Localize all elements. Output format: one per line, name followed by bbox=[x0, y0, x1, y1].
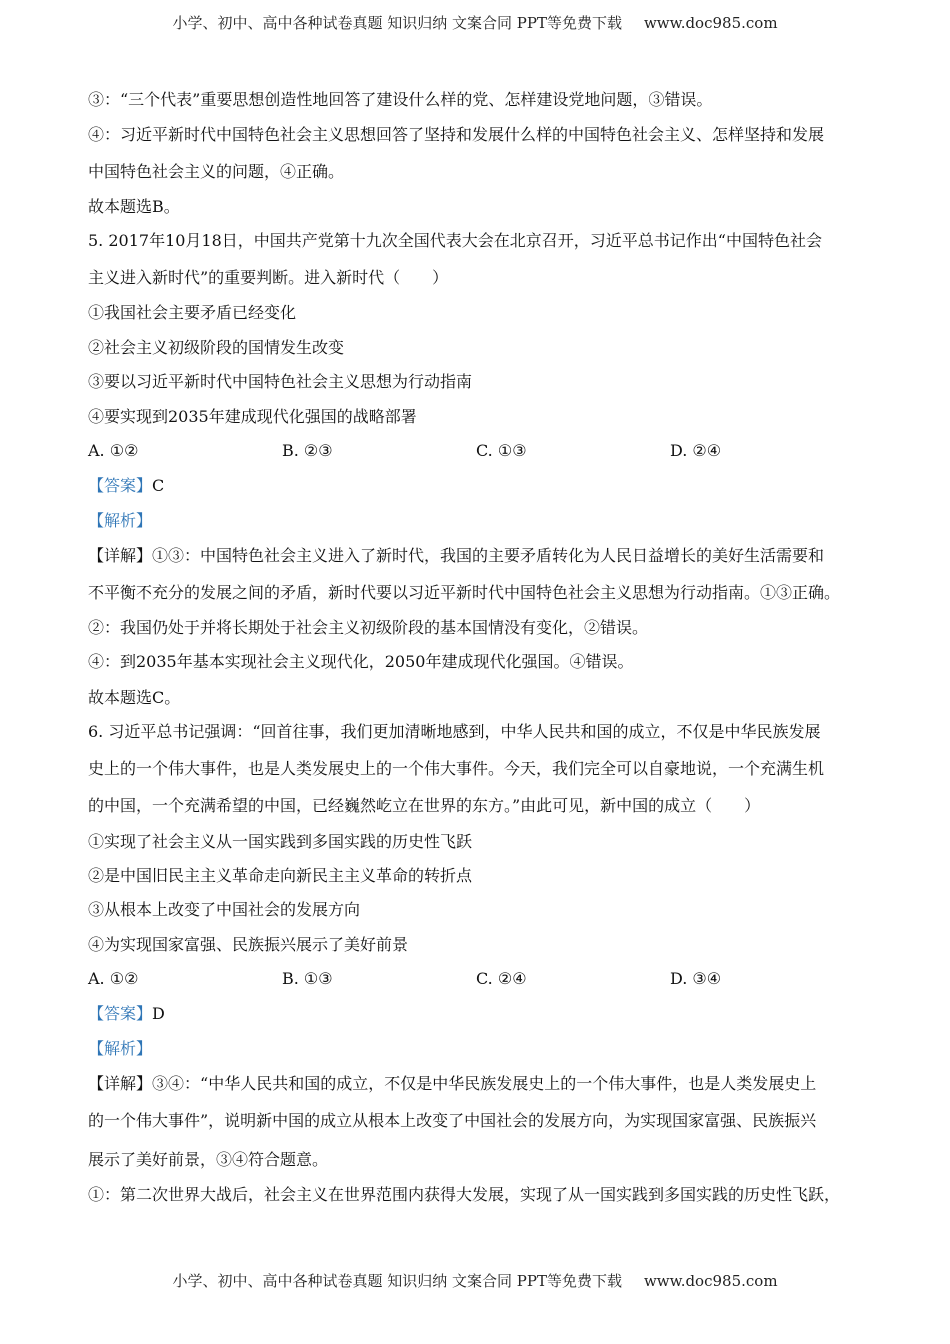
q6-detail-4: ①：第二次世界大战后，社会主义在世界范围内获得大发展，实现了从一国实践到多国实践的历史性飞跃， bbox=[88, 1185, 841, 1204]
q6-detail-2: 的一个伟大事件”，说明新中国的成立从根本上改变了中国社会的发展方向，为实现国家富强、民族振兴 bbox=[88, 1111, 817, 1130]
detail-text: ③④：“中华人民共和国的成立，不仅是中华民族发展史上的一个伟大事件，也是人类发展史上 bbox=[152, 1074, 817, 1093]
answer-tag: 【答案】 bbox=[88, 1004, 153, 1023]
q5-stem-2: 主义进入新时代”的重要判断。进入新时代（ ） bbox=[88, 268, 449, 287]
q5-detail-4: ④：到2035年基本实现社会主义现代化，2050年建成现代化强国。④错误。 bbox=[88, 652, 634, 671]
prev-line-1: ③：“三个代表”重要思想创造性地回答了建设什么样的党、怎样建设党地问题，③错误。 bbox=[88, 90, 713, 109]
q5-conclusion: 故本题选C。 bbox=[88, 688, 181, 707]
q6-analysis bbox=[88, 1039, 152, 1059]
q6-statement-3: ③从根本上改变了中国社会的发展方向 bbox=[88, 900, 361, 919]
q6-stem-2: 史上的一个伟大事件，也是人类发展史上的一个伟大事件。今天，我们完全可以自豪地说，一个充满生机 bbox=[88, 759, 825, 778]
q5-answer bbox=[88, 476, 164, 496]
q6-statement-1: ①实现了社会主义从一国实践到多国实践的历史性飞跃 bbox=[88, 832, 473, 851]
q5-statement-4: ④要实现到2035年建成现代化强国的战略部署 bbox=[88, 407, 417, 426]
answer-value: D bbox=[152, 1004, 165, 1023]
detail-tag: 【详解】 bbox=[88, 1074, 153, 1093]
q5-statement-2: ②社会主义初级阶段的国情发生改变 bbox=[88, 338, 345, 357]
analysis-tag: 【解析】 bbox=[88, 1039, 153, 1058]
page-header bbox=[0, 12, 950, 33]
q5-detail-1 bbox=[88, 546, 824, 566]
footer-text: 小学、初中、高中各种试卷真题 知识归纳 文案合同 PPT等免费下载 bbox=[172, 1272, 622, 1290]
analysis-tag: 【解析】 bbox=[88, 511, 153, 530]
q6-option-d: D. ③④ bbox=[670, 969, 722, 988]
page-footer bbox=[0, 1270, 950, 1291]
q6-option-b: B. ①③ bbox=[282, 969, 333, 988]
q5-option-d: D. ②④ bbox=[670, 441, 722, 460]
q6-option-a: A. ①② bbox=[88, 969, 139, 988]
prev-line-2: ④：习近平新时代中国特色社会主义思想回答了坚持和发展什么样的中国特色社会主义、怎样坚持和发展 bbox=[88, 125, 825, 144]
q6-detail-3: 展示了美好前景，③④符合题意。 bbox=[88, 1150, 329, 1169]
q5-detail-2: 不平衡不充分的发展之间的矛盾，新时代要以习近平新时代中国特色社会主义思想为行动指南。①③正确。 bbox=[88, 583, 841, 602]
prev-conclusion: 故本题选B。 bbox=[88, 197, 180, 216]
q6-answer bbox=[88, 1004, 165, 1024]
q6-stem-1: 6. 习近平总书记强调：“回首往事，我们更加清晰地感到，中华人民共和国的成立，不仅是中华民族发展 bbox=[88, 722, 821, 741]
footer-site[interactable]: www.doc985.com bbox=[643, 1272, 778, 1290]
q6-detail-1 bbox=[88, 1074, 816, 1094]
q6-statement-4: ④为实现国家富强、民族振兴展示了美好前景 bbox=[88, 935, 409, 954]
q6-stem-3: 的中国，一个充满希望的中国，已经巍然屹立在世界的东方。”由此可见，新中国的成立（ ） bbox=[88, 796, 761, 815]
header-text: 小学、初中、高中各种试卷真题 知识归纳 文案合同 PPT等免费下载 bbox=[172, 14, 622, 32]
q5-detail-3: ②：我国仍处于并将长期处于社会主义初级阶段的基本国情没有变化，②错误。 bbox=[88, 618, 649, 637]
answer-value: C bbox=[152, 476, 165, 495]
q5-option-b: B. ②③ bbox=[282, 441, 333, 460]
q5-analysis bbox=[88, 511, 152, 531]
q6-option-c: C. ②④ bbox=[476, 969, 527, 988]
q5-statement-1: ①我国社会主要矛盾已经变化 bbox=[88, 303, 297, 322]
q6-statement-2: ②是中国旧民主主义革命走向新民主主义革命的转折点 bbox=[88, 866, 473, 885]
q5-statement-3: ③要以习近平新时代中国特色社会主义思想为行动指南 bbox=[88, 372, 473, 391]
header-site[interactable]: www.doc985.com bbox=[643, 14, 778, 32]
q5-option-c: C. ①③ bbox=[476, 441, 527, 460]
detail-text: ①③：中国特色社会主义进入了新时代，我国的主要矛盾转化为人民日益增长的美好生活需要和 bbox=[152, 546, 825, 565]
prev-line-3: 中国特色社会主义的问题，④正确。 bbox=[88, 162, 345, 181]
q5-option-a: A. ①② bbox=[88, 441, 139, 460]
detail-tag: 【详解】 bbox=[88, 546, 153, 565]
answer-tag: 【答案】 bbox=[88, 476, 153, 495]
q5-stem-1: 5. 2017年10月18日，中国共产党第十九次全国代表大会在北京召开，习近平总书记作出“中国特色社会 bbox=[88, 231, 822, 250]
